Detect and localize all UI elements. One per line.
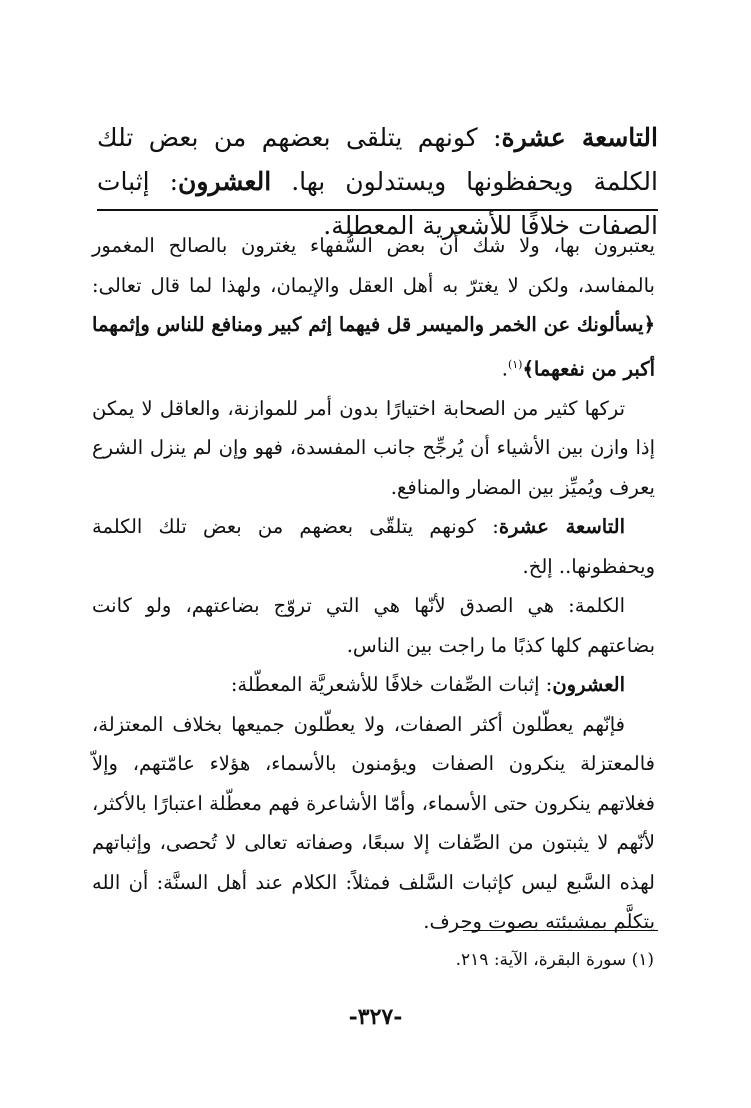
matn-text-twentieth: : إثبات الصفات خلافًا للأشعرية المعطلة. [97, 167, 658, 240]
commentary-paragraph-5 [92, 665, 655, 705]
matn-heading-nineteenth: التاسعة عشرة [501, 123, 658, 152]
footnote-separator-rule [463, 930, 658, 931]
commentary-paragraph-4 [92, 586, 655, 665]
commentary-text-4: : هي الصدق لأنّها هي التي تروّج بضاعتهم، ولو كانت بضاعتهم كلها كذبًا ما راجت بين الناس. [92, 594, 655, 657]
footnote-reference[interactable]: (١) [507, 357, 523, 371]
commentary-text-5: : إثبات الصِّفات خلافًا للأشعريَّة المعطّلة: [230, 673, 553, 696]
matn-separator-rule [97, 209, 658, 211]
commentary-paragraph-2: تركها كثير من الصحابة اختيارًا بدون أمر للموازنة، والعاقل لا يمكن إذا وازن بين الأشياء أن يُرجِّح جانب المفسدة، فهو وإن لم ينزل الشرع يعرف ويُميِّز بين المضار والمنافع. [92, 396, 655, 499]
commentary-text [92, 226, 655, 942]
footnote: (١) سورة البقرة، الآية: ٢١٩. [455, 950, 654, 970]
commentary-paragraph-1 [92, 226, 655, 389]
commentary-paragraph-6: فإنّهم يعطّلون أكثر الصفات، ولا يعطّلون جميعها بخلاف المعتزلة، فالمعتزلة ينكرون الصفات ويؤمنون بالأسماء، هؤلاء عامّتهم، وإلاّ فغلاتهم ينكرون حتى الأسماء، وأمّا الأشاعرة فهم معطّلة اعتبارًا بالأكثر، لأنّهم لا يثبتون من الصِّفات إلا سبعًا، وصفاته تعالى لا تُحصى، وإثباتهم لهذه السَّبع ليس كإثبات السَّلف فمثلاً: الكلام عند أهل السنَّة: أن الله يتكلَّم بمشيئته بصوت وحرف. [92, 712, 655, 933]
commentary-heading-twentieth: العشرون [552, 673, 625, 696]
quran-verse: ﴿يسألونك عن الخمر والميسر قل فيهما إثم كبير ومنافع للناس وإثمهما أكبر من نفعهما﴾ [92, 313, 655, 380]
matn-text-nineteenth: : كونهم يتلقى بعضهم من بعض تلك الكلمة ويحفظونها ويستدلون بها. [97, 123, 658, 196]
commentary-heading-nineteenth: التاسعة عشرة [498, 515, 625, 538]
commentary-text-1: يعتبرون بها، ولا شك أن بعض السُّفهاء يغترون بالصالح المغمور بالمفاسد، ولكن لا يغترّ به أهل العقل والإيمان، ولهذا لما قال تعالى: [92, 234, 655, 297]
commentary-text-3: : كونهم يتلقّى بعضهم من بعض تلك الكلمة ويحفظونها.. إلخ. [92, 515, 655, 578]
commentary-period: . [501, 357, 508, 380]
commentary-paragraph-3 [92, 507, 655, 586]
page-number: -٣٢٧- [348, 1004, 403, 1030]
commentary-heading-word: الكلمة [574, 594, 625, 617]
matn-heading-twentieth: العشرون [178, 167, 272, 196]
